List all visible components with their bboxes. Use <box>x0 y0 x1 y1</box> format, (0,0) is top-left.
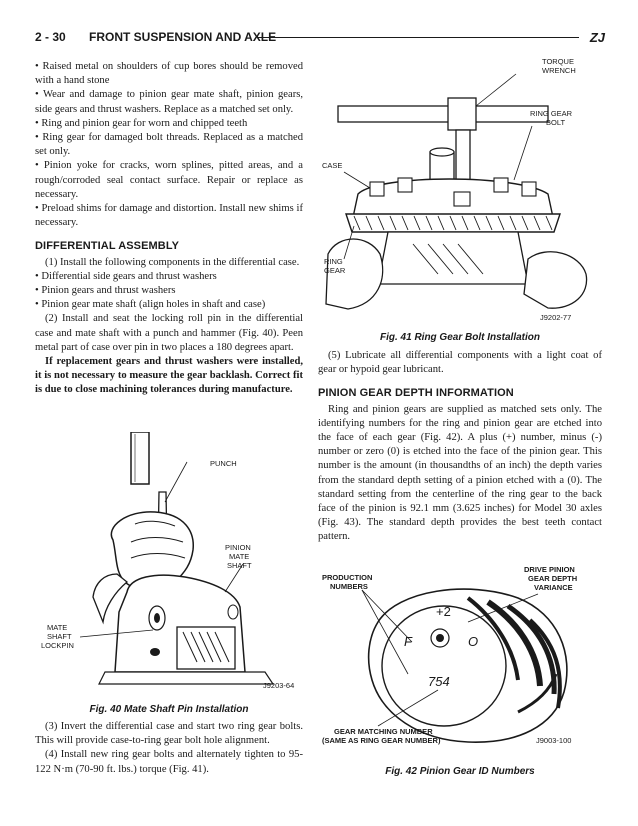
pinion-gear-depth-heading: PINION GEAR DEPTH INFORMATION <box>318 387 514 400</box>
differential-assembly-heading: DIFFERENTIAL ASSEMBLY <box>35 240 180 253</box>
fig42-caption: Fig. 42 Pinion Gear ID Numbers <box>385 766 535 777</box>
pinion-mate-shaft-label-2: MATE <box>229 552 250 561</box>
pinion-gear-id-illustration <box>318 562 602 758</box>
bullet-item: • Pinion gears and thrust washers <box>35 285 176 297</box>
pinion-mate-shaft-label-1: PINION <box>225 543 251 552</box>
pinion-depth-paragraph: Ring and pinion gears are supplied as matched sets only. The identifying numbers for the ring and pinion gear are etched into the face of each gear (Fig. 42). A plus (+) number, minus (-) number or zero (0) is etched into the face of the pinion gear. This number is the amount (in thousandths of an inch) the depth varies from the standard depth setting of a pinion etched with a (0). The standard setting from the centerline of the ring gear to the back face of the pinion is 92.1 mm (3.625 inches) for Model 30 axles (Fig. 43). The standard depth provides the best teeth contact pattern. <box>318 403 602 543</box>
header-rule <box>257 37 579 38</box>
gear-matching-label-1: GEAR MATCHING NUMBER <box>334 727 433 736</box>
drive-pinion-label-2: GEAR DEPTH <box>528 574 578 583</box>
model-code: ZJ <box>589 30 605 45</box>
pinion-mate-shaft-label-3: SHAFT <box>227 561 252 570</box>
step-2: (2) Install and seat the locking roll pin in the differential case and mate shaft with a punch and hammer (Fig. 40). Peen metal part of case over pin in two places a 180 degrees apart. <box>35 313 303 353</box>
bullet-item: • Wear and damage to pinion gear mate shaft, pinion gears, side gears and thrust washers. Replace as a matched set only. <box>35 89 303 115</box>
ring-gear-label-1: RING <box>324 257 343 266</box>
mate-shaft-pin-illustration <box>35 432 305 694</box>
bullet-item: • Pinion yoke for cracks, worn splines, pitted areas, and a rough/corroded seal contact surface. Repair or replace as necessary. <box>35 160 303 200</box>
right-column-text <box>318 349 602 545</box>
torque-wrench-label-2: WRENCH <box>542 66 576 75</box>
bullet-item: • Raised metal on shoulders of cup bores should be removed with a hand stone <box>35 61 303 87</box>
lockpin-label-3: LOCKPIN <box>41 641 74 650</box>
left-column-bottom-text <box>35 720 303 777</box>
case-label: CASE <box>322 161 343 170</box>
drive-pinion-label-1: DRIVE PINION <box>524 565 575 574</box>
fig41-caption: Fig. 41 Ring Gear Bolt Installation <box>379 332 541 343</box>
section-title: FRONT SUSPENSION AND AXLE <box>89 30 277 44</box>
figure-42 <box>318 562 602 758</box>
fig41-code: J9202-77 <box>540 313 572 322</box>
step-4: (4) Install new ring gear bolts and alternately tighten to 95-122 N·m (70-90 ft. lbs.) torque (Fig. 41). <box>35 749 303 775</box>
page-number: 2 - 30 <box>35 30 66 44</box>
bullet-item: • Ring gear for damaged bolt threads. Replaced as a matched set only. <box>35 132 303 158</box>
ring-gear-bolt-illustration <box>318 54 602 326</box>
drive-pinion-label-3: VARIANCE <box>534 583 573 592</box>
torque-wrench-label-1: TORQUE <box>542 57 574 66</box>
production-numbers-label-2: NUMBERS <box>330 582 368 591</box>
step-3: (3) Invert the differential case and start two ring gear bolts. This will provide case-to-ring gear bolt hole alignment. <box>35 721 303 747</box>
lockpin-label-1: MATE <box>47 623 68 632</box>
mark-754: 754 <box>428 674 450 689</box>
page-header <box>35 30 605 46</box>
step-5: (5) Lubricate all differential components with a light coat of gear or hypoid gear lubricant. <box>318 350 602 376</box>
ring-gear-bolt-label-1: RING GEAR <box>530 109 573 118</box>
production-numbers-label-1: PRODUCTION <box>322 573 373 582</box>
fig40-code: J9203-64 <box>263 681 295 690</box>
warning-note: If replacement gears and thrust washers were installed, it is not necessary to measure the gear backlash. Correct fit is due to close machining tolerances during manufacture. <box>35 356 303 396</box>
lockpin-label-2: SHAFT <box>47 632 72 641</box>
ring-gear-bolt-label-2: BOLT <box>546 118 566 127</box>
bullet-item: • Pinion gear mate shaft (align holes in shaft and case) <box>35 299 266 311</box>
mark-plus-two: +2 <box>436 604 451 619</box>
gear-matching-label-2: (SAME AS RING GEAR NUMBER) <box>322 736 441 745</box>
figure-41 <box>318 54 602 326</box>
figure-40 <box>35 432 305 694</box>
fig40-caption: Fig. 40 Mate Shaft Pin Installation <box>89 704 249 715</box>
left-column-text <box>35 60 303 398</box>
fig42-code: J9003-100 <box>536 736 572 745</box>
ring-gear-label-2: GEAR <box>324 266 346 275</box>
bullet-item: • Differential side gears and thrust washers <box>35 270 217 282</box>
bullet-item: • Preload shims for damage and distortion. Install new shims if necessary. <box>35 203 303 229</box>
step-1: (1) Install the following components in the differential case. <box>45 256 300 268</box>
punch-label: PUNCH <box>210 459 237 468</box>
mark-o: O <box>468 634 479 649</box>
bullet-item: • Ring and pinion gear for worn and chipped teeth <box>35 117 248 129</box>
mark-f: F <box>404 634 412 649</box>
